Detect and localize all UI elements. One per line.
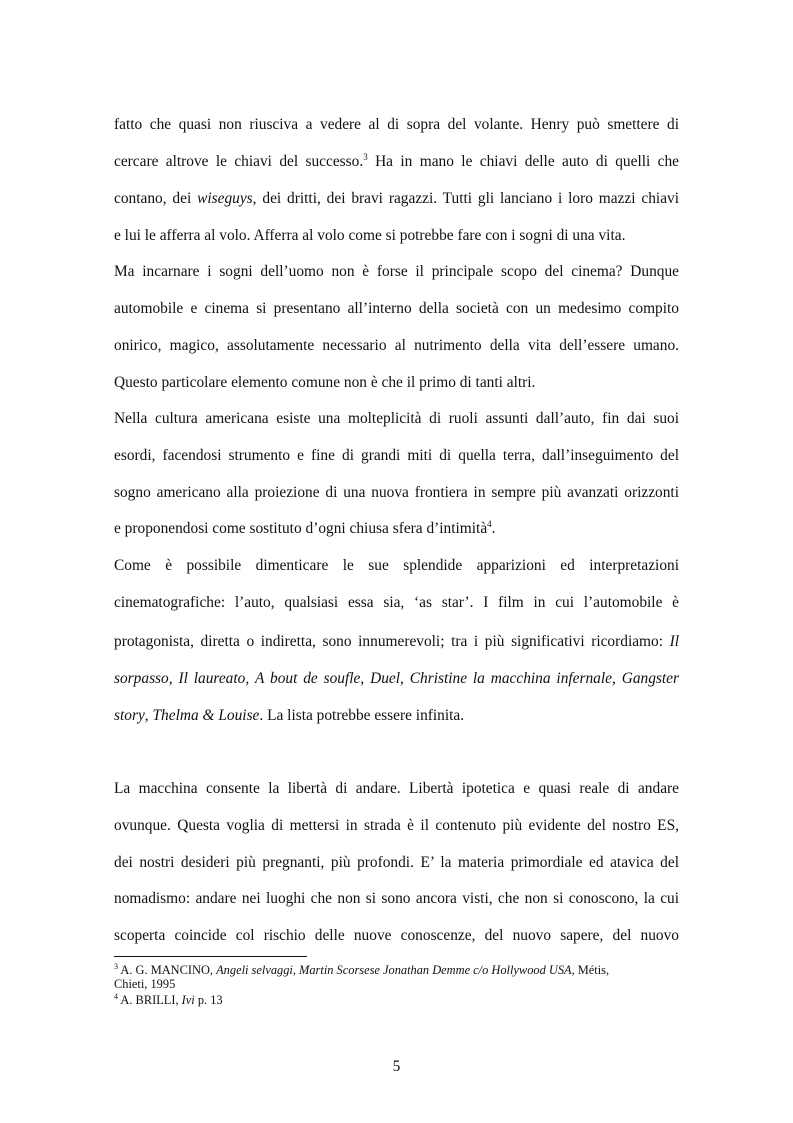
text-run: Questo particolare elemento comune non è che il primo di tanti altri. [114,374,536,391]
body-text-line [114,779,679,799]
text-run: p. 13 [194,993,223,1007]
body-text-line [114,593,679,613]
text-run: fatto che quasi non riusciva a vedere al di sopra del volante. Henry può smettere di [114,116,679,133]
italic-title: story [114,707,145,724]
italic-title: sorpasso [114,670,169,687]
body-text-line [114,152,679,172]
text-run: cinematografiche: l’auto, qualsiasi essa sia, ‘as star’. I film in cui l’automobile è [114,594,679,611]
footnote-line [114,963,679,977]
page-number: 5 [392,1058,401,1075]
body-text-line [114,669,679,689]
text-run: dei nostri desideri più pregnanti, più profondi. E’ la materia primordiale ed atavica del [114,854,679,871]
text-run: , [360,670,371,687]
text-run: automobile e cinema si presentano all’interno della società con un medesimo compito [114,300,679,317]
body-text-line [114,336,679,356]
footnote-line [114,993,679,1007]
body-text-line [114,299,679,319]
body-text-line [114,706,679,726]
text-run: esordi, facendosi strumento e fine di grandi miti di quella terra, dall’inseguimento del [114,447,679,464]
body-text-line [114,409,679,429]
body-text-line [114,632,679,652]
text-run: cercare altrove le chiavi del successo. [114,153,364,170]
italic-title: Christine la macchina infernale [409,670,612,687]
italic-title: Il laureato [178,670,246,687]
text-run: A. BRILLI, [118,993,182,1007]
text-run: Come è possibile dimenticare le sue splendide apparizioni ed interpretazioni [114,557,679,574]
body-text-line [114,226,679,246]
text-run: protagonista, diretta o indiretta, sono innumerevoli; tra i più significativi ricordiamo: [114,633,670,650]
text-run: . La lista potrebbe essere infinita. [259,707,465,724]
text-run: contano, dei [114,190,198,207]
text-run: , [144,707,153,724]
italic-title: Thelma & Louise [152,707,260,724]
body-text-line [114,262,679,282]
text-run: e lui le afferra al volo. Afferra al volo come si potrebbe fare con i sogni di una vita. [114,227,626,244]
body-text-line [114,926,679,946]
text-run: La macchina consente la libertà di andare. Libertà ipotetica e quasi reale di andare [114,780,679,797]
body-text-line [114,889,679,909]
text-run: Métis, [574,963,610,977]
text-run: nomadismo: andare nei luoghi che non si sono ancora visti, che non si conoscono, la cui [114,890,679,907]
text-run: scoperta coincide col rischio delle nuove conoscenze, del nuovo sapere, del nuovo [114,927,679,944]
text-run: Ha in mano le chiavi delle auto di quelli che [367,153,679,170]
text-run: Nella cultura americana esiste una molteplicità di ruoli assunti dall’auto, fin dai suoi [114,410,679,427]
text-run: , [245,670,256,687]
body-text-line [114,189,679,209]
body-text-line [114,556,679,576]
italic-title: wiseguys [197,190,253,207]
italic-title: Duel [370,670,401,687]
footnote-marker: 4 [114,991,118,1001]
body-text-line [114,446,679,466]
body-text-line [114,853,679,873]
body-text-line [114,519,679,539]
body-text-line [114,816,679,836]
footnote-marker: 4 [487,518,492,529]
text-run: e proponendosi come sostituto d’ogni chiusa sfera d’intimità [114,520,488,537]
text-run: A. G. MANCINO, [118,963,217,977]
footnote-marker: 3 [114,961,118,971]
text-run: , [168,670,179,687]
text-run: sogno americano alla proiezione di una nuova frontiera in sempre più avanzati orizzonti [114,484,679,501]
text-run: ovunque. Questa voglia di mettersi in strada è il contenuto più evidente del nostro ES, [114,817,679,834]
text-run: , dei dritti, dei bravi ragazzi. Tutti gli lanciano i loro mazzi chiavi [252,190,679,207]
text-run: . [491,520,496,537]
footnote-separator [114,956,307,957]
footnote-line [114,977,679,991]
italic-title: Angeli selvaggi, Martin Scorsese Jonathan Demme c/o Hollywood USA, [216,963,575,977]
text-run: , [400,670,410,687]
body-text-line [114,483,679,503]
text-run: Chieti, 1995 [114,977,176,991]
italic-title: Il [669,633,679,650]
body-text-line [114,115,679,135]
italic-title: Gangster [621,670,680,687]
text-run: onirico, magico, assolutamente necessario al nutrimento della vita dell’essere umano. [114,337,679,354]
text-run: Ma incarnare i sogni dell’uomo non è forse il principale scopo del cinema? Dunque [114,263,679,280]
body-text-line [114,373,679,393]
footnote-marker: 3 [363,151,368,162]
italic-title: A bout de soufle [255,670,361,687]
text-run: , [612,670,622,687]
italic-title: Ivi [181,993,195,1007]
